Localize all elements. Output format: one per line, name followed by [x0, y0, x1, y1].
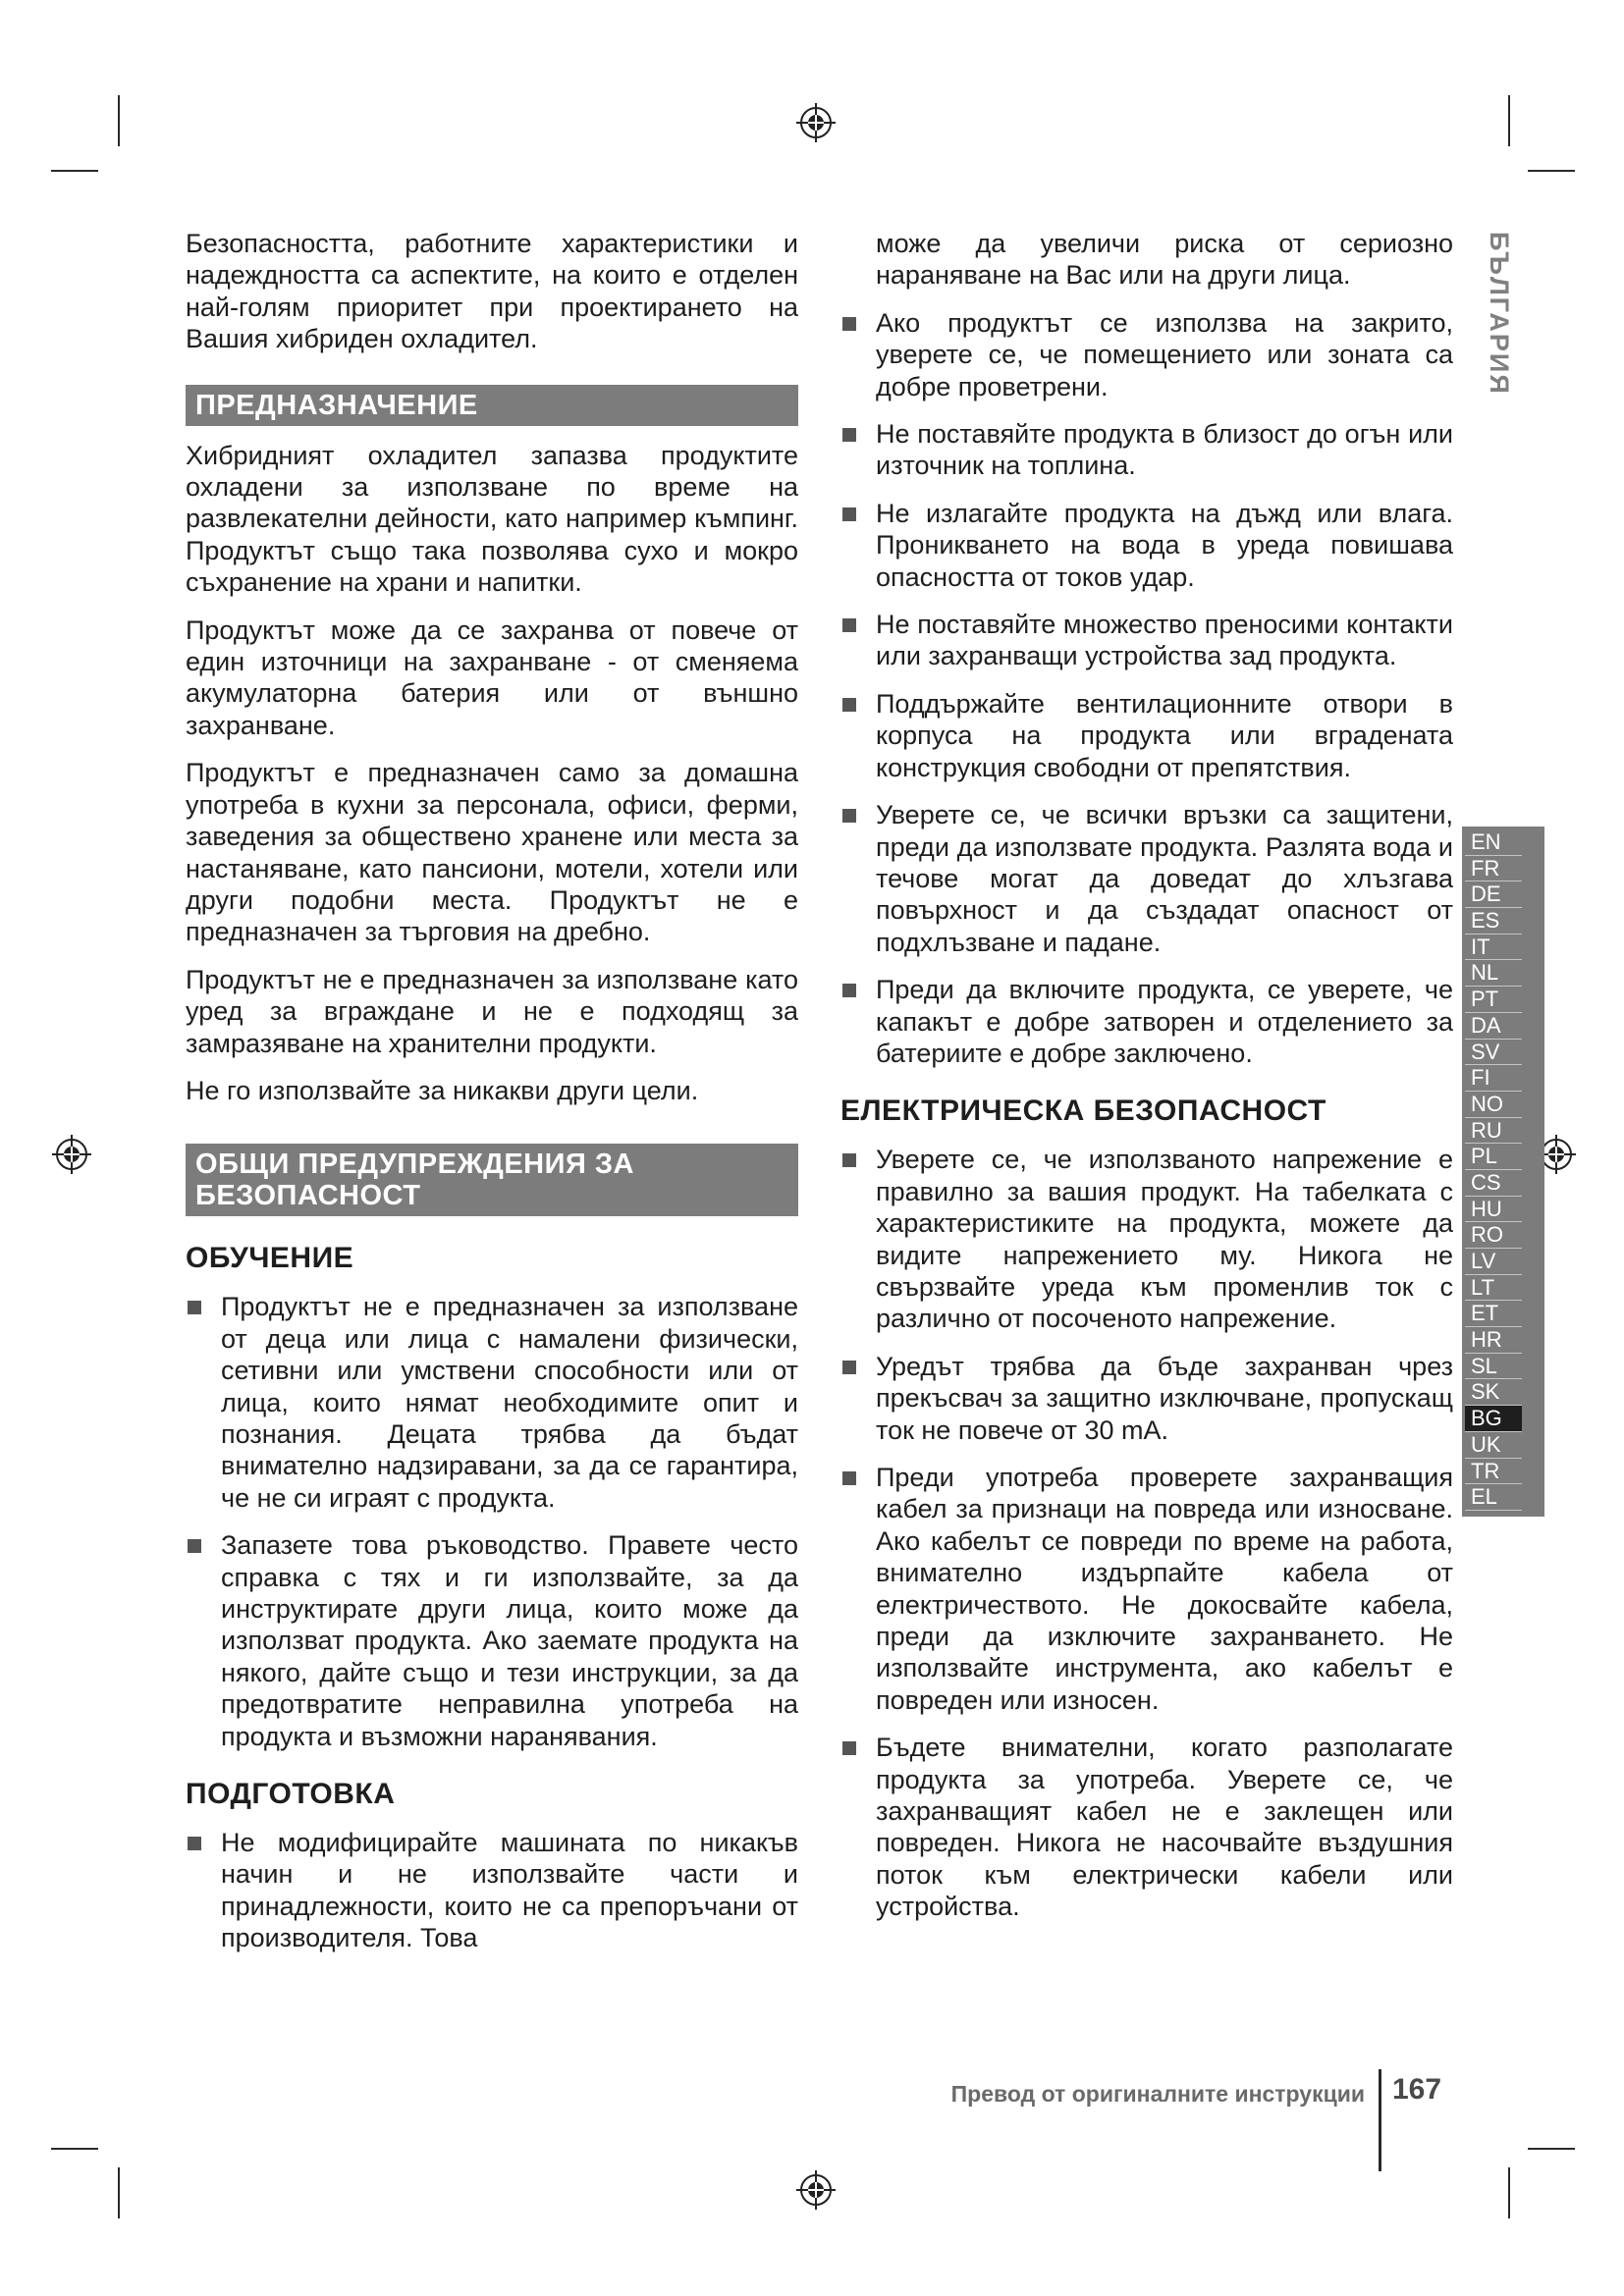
heading-line: ОБЩИ ПРЕДУПРЕЖДЕНИЯ ЗА — [195, 1148, 634, 1181]
language-tab-tr[interactable]: TR — [1465, 1459, 1522, 1485]
list-item: Поддържайте вентилационните отвори в корпуса на продукта или вградената конструкция свободни от препятствия. — [840, 688, 1453, 783]
crop-mark — [1508, 95, 1510, 146]
safety-list — [840, 307, 1453, 1070]
language-tab-hr[interactable]: HR — [1465, 1327, 1522, 1354]
section-heading-purpose: ПРЕДНАЗНАЧЕНИЕ — [186, 385, 798, 426]
list-item: Не поставяйте продукта в близост до огън или източник на топлина. — [840, 418, 1453, 482]
subheading-electrical-safety: ЕЛЕКТРИЧЕСКА БЕЗОПАСНОСТ — [840, 1095, 1326, 1128]
language-tab-nl[interactable]: NL — [1465, 960, 1522, 987]
crop-mark — [118, 95, 120, 146]
language-tab-fi[interactable]: FI — [1465, 1065, 1522, 1092]
list-item: Не поставяйте множество преносими контакти или захранващи устройства зад продукта. — [840, 609, 1453, 672]
crop-mark — [51, 170, 98, 172]
purpose-paragraph: Продуктът не е предназначен за използване като уред за вграждане и не е подходящ за замразяване на хранителни продукти. — [186, 964, 798, 1058]
list-item: Ако продуктът се използва на закрито, уверете се, че помещението или зоната са добре проветрени. — [840, 307, 1453, 402]
language-tab-bg-active[interactable]: BG — [1465, 1406, 1522, 1432]
subheading-training: ОБУЧЕНИЕ — [186, 1242, 354, 1275]
language-tab-ru[interactable]: RU — [1465, 1118, 1522, 1145]
language-tab-en[interactable]: EN — [1465, 829, 1522, 856]
list-item: Запазете това ръководство. Правете често справка с тях и ги използвайте, за да инструктирате други лица, които може да използват продукта. Ако заемате продукта на някого, дайте също и тези инструкции, за да предотвратите неправилна употреба на продукта и възможни наранявания. — [186, 1529, 798, 1752]
list-item: Уредът трябва да бъде захранван чрез прекъсвач за защитно изключване, пропускащ ток не повече от 30 mA. — [840, 1351, 1453, 1446]
language-tab-sl[interactable]: SL — [1465, 1354, 1522, 1380]
electrical-list — [840, 1144, 1453, 1922]
right-column — [840, 228, 1453, 1939]
crop-mark — [51, 2148, 98, 2150]
registration-mark-icon — [50, 1133, 93, 1176]
language-tab-pt[interactable]: PT — [1465, 987, 1522, 1013]
language-tab-fr[interactable]: FR — [1465, 856, 1522, 882]
crop-mark — [1528, 2148, 1575, 2150]
language-tab-lt[interactable]: LT — [1465, 1275, 1522, 1302]
list-item: Бъдете внимателни, когато разполагате продукта за употреба. Уверете се, че захранващият кабел не е заклещен или повреден. Никога не насочвайте въздушния поток към електрически кабели или устройства. — [840, 1732, 1453, 1922]
registration-mark-icon — [794, 101, 838, 144]
intro-paragraph: Безопасността, работните характеристики и надеждността са аспектите, на които е отделен най-голям приоритет при проектирането на Вашия хибриден охладител. — [186, 229, 798, 354]
list-item: Уверете се, че всички връзки са защитени, преди да използвате продукта. Разлята вода и течове могат да доведат до хлъзгава повърхност и да създадат опасност от подхлъзване и падане. — [840, 799, 1453, 958]
language-tab-no[interactable]: NO — [1465, 1092, 1522, 1118]
language-tab-cs[interactable]: CS — [1465, 1170, 1522, 1197]
list-item: Продуктът не е предназначен за използване от деца или лица с намалени физически, сетивни или умствени способности или от лица, които нямат необходимите опит и познания. Децата трябва да бъдат внимателно надзиравани, за да се гарантира, че не си играят с продукта. — [186, 1291, 798, 1514]
purpose-paragraph: Не го използвайте за никакви други цели. — [186, 1075, 699, 1105]
list-item: Не модифицирайте машината по никакъв начин и не използвайте части и принадлежности, които не са препоръчани от производителя. Това — [186, 1827, 798, 1954]
purpose-paragraph: Продуктът е предназначен само за домашна употреба в кухни за персонала, офиси, ферми, заведения за обществено хранене или места за настаняване, като пансиони, мотели, хотели или други подобни места. Продуктът не е предназначен за търговия на дребно. — [186, 758, 798, 947]
purpose-paragraph: Продуктът може да се захранва от повече от един източници на захранване - от сменяема акумулаторна батерия или от външно захранване. — [186, 614, 798, 740]
crop-mark — [118, 2167, 120, 2218]
language-tabs — [1462, 827, 1544, 1517]
section-heading-general-warnings — [186, 1144, 798, 1216]
footer-divider — [1379, 2069, 1381, 2171]
language-tab-el[interactable]: EL — [1465, 1484, 1522, 1511]
language-tab-it[interactable]: IT — [1465, 934, 1522, 961]
registration-mark-icon — [794, 2168, 838, 2212]
language-tab-da[interactable]: DA — [1465, 1013, 1522, 1040]
training-list — [186, 1291, 798, 1752]
list-item: Не излагайте продукта на дъжд или влага. Проникването на вода в уреда повишава опасността от токов удар. — [840, 498, 1453, 593]
crop-mark — [1508, 2167, 1510, 2218]
continuation-text: може да увеличи риска от сериозно нараняване на Вас или на други лица. — [876, 229, 1453, 291]
left-column — [186, 228, 798, 1970]
language-tab-es[interactable]: ES — [1465, 908, 1522, 934]
language-tab-sk[interactable]: SK — [1465, 1379, 1522, 1406]
heading-line: БЕЗОПАСНОСТ — [195, 1180, 421, 1212]
purpose-paragraph: Хибридният охладител запазва продуктите охладени за използване по време на развлекателни дейности, като например къмпинг. Продуктът също така позволява сухо и мокро съхранение на храни и напитки. — [186, 440, 798, 598]
language-tab-lv[interactable]: LV — [1465, 1249, 1522, 1275]
list-item: Преди да включите продукта, се уверете, че капакът е добре затворен и отделението за батериите е добре заключено. — [840, 974, 1453, 1069]
crop-mark — [1528, 170, 1575, 172]
list-item: Преди употреба проверете захранващия кабел за признаци на повреда или износване. Ако кабелът се повреди по време на работа, внимателно издърпайте кабела от електричеството. Не докосвайте кабела, преди да изключите захранването. Не използвайте инструмента, ако кабелът е повреден или износен. — [840, 1462, 1453, 1716]
page-number: 167 — [1392, 2073, 1442, 2106]
list-item: Уверете се, че използваното напрежение е правилно за вашия продукт. На табелката с характеристиките на продукта, можете да видите напрежението му. Никога не свързвайте уреда към променлив ток с различно от посоченото напрежение. — [840, 1144, 1453, 1334]
preparation-list — [186, 1827, 798, 1954]
language-tab-sv[interactable]: SV — [1465, 1040, 1522, 1066]
language-tab-ro[interactable]: RO — [1465, 1222, 1522, 1249]
language-tab-de[interactable]: DE — [1465, 881, 1522, 908]
subheading-preparation: ПОДГОТОВКА — [186, 1778, 396, 1811]
language-tab-pl[interactable]: PL — [1465, 1144, 1522, 1170]
language-tab-et[interactable]: ET — [1465, 1301, 1522, 1327]
language-tab-hu[interactable]: HU — [1465, 1197, 1522, 1223]
language-side-label: БЪЛГАРИЯ — [1485, 232, 1514, 396]
footer-translation-note: Превод от оригиналните инструкции — [950, 2081, 1365, 2107]
language-tab-uk[interactable]: UK — [1465, 1432, 1522, 1459]
